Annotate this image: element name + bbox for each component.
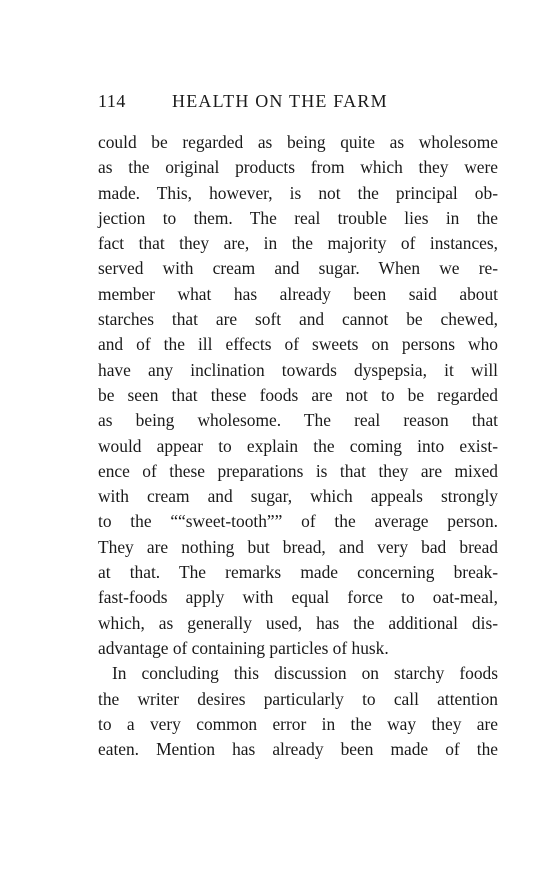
page-header xyxy=(98,91,498,115)
text-line: ence of these preparations is that they are mixed xyxy=(98,460,498,481)
text-line: advantage of containing particles of husk. xyxy=(98,637,389,658)
text-line: They are nothing but bread, and very bad bread xyxy=(98,536,498,557)
text-line: In concluding this discussion on starchy foods xyxy=(112,663,498,684)
text-line: member what has already been said about xyxy=(98,283,498,304)
text-line: to the ““sweet-tooth”” of the average person. xyxy=(98,511,498,532)
text-line: the writer desires particularly to call attention xyxy=(98,688,498,709)
text-line: eaten. Mention has already been made of the xyxy=(98,739,498,760)
text-line: have any inclination towards dyspepsia, it will xyxy=(98,359,498,380)
text-line: and of the ill effects of sweets on persons who xyxy=(98,334,498,355)
running-head: HEALTH ON THE FARM xyxy=(172,91,388,111)
text-line: be seen that these foods are not to be regarded xyxy=(98,384,498,405)
text-line: which, as generally used, has the additional dis- xyxy=(98,612,498,633)
text-line: jection to them. The real trouble lies in the xyxy=(98,207,498,228)
page-number: 114 xyxy=(98,91,126,111)
text-line: made. This, however, is not the principal ob- xyxy=(98,182,498,203)
text-line: could be regarded as being quite as wholesome xyxy=(98,132,498,152)
text-line: fact that they are, in the majority of instances, xyxy=(98,233,498,254)
text-line: starches that are soft and cannot be chewed, xyxy=(98,309,498,330)
text-line: with cream and sugar, which appeals strongly xyxy=(98,486,498,507)
text-line: would appear to explain the coming into exist- xyxy=(98,435,498,456)
text-line: fast-foods apply with equal force to oat-meal, xyxy=(98,587,498,608)
body-text xyxy=(98,130,498,762)
text-line: as the original products from which they were xyxy=(98,157,498,178)
text-line: at that. The remarks made concerning break- xyxy=(98,562,498,583)
text-line: as being wholesome. The real reason that xyxy=(98,410,498,431)
text-line: to a very common error in the way they are xyxy=(98,713,498,734)
text-line: served with cream and sugar. When we re- xyxy=(98,258,498,279)
